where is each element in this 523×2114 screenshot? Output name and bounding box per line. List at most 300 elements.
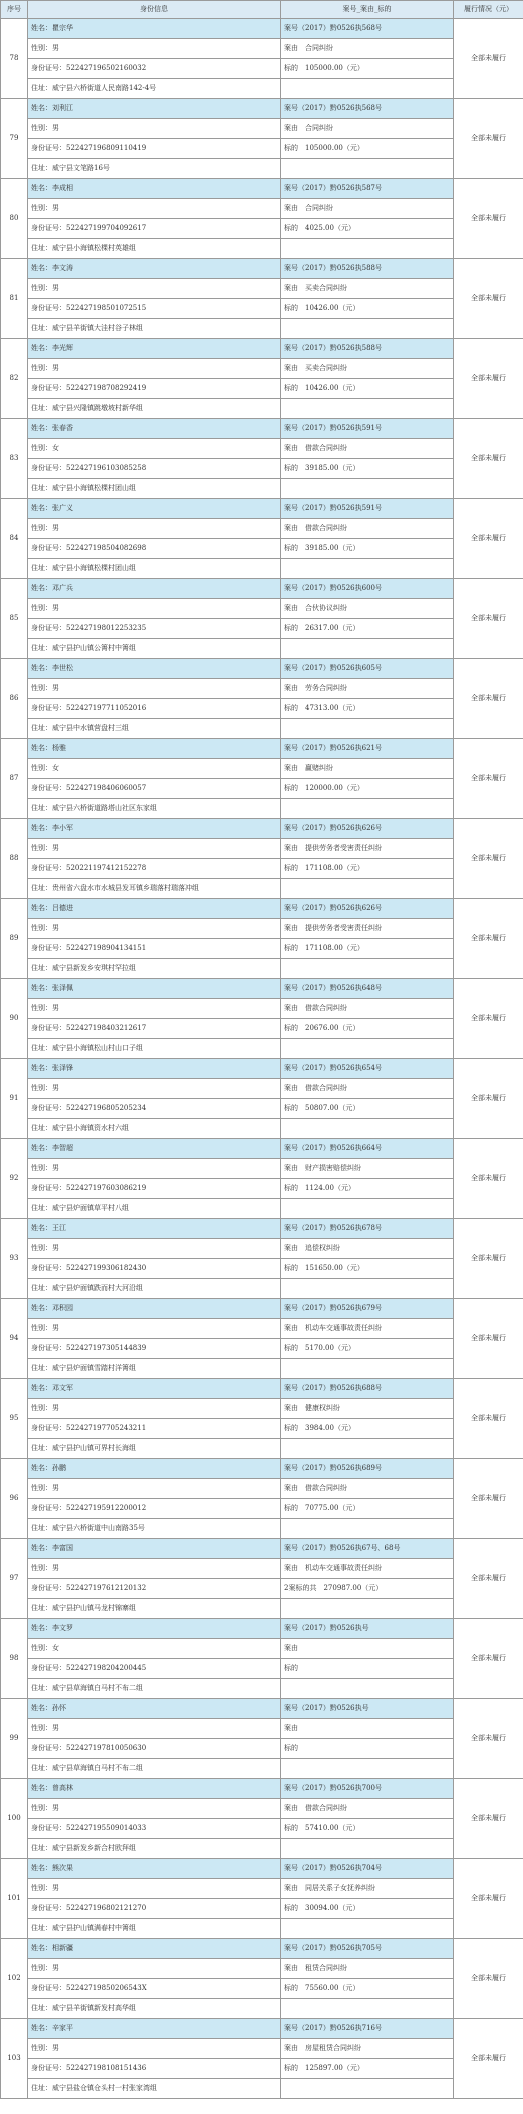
table-row	[1, 1419, 523, 1439]
case-amount: 标的 20676.00（元）	[281, 1019, 454, 1039]
performance-status: 全部未履行	[454, 579, 523, 659]
debtor-address: 住址：威宁县盐仓镇仓头村一村张家湾组	[28, 2079, 281, 2099]
table-row	[1, 799, 523, 819]
empty-cell	[281, 799, 454, 819]
table-row	[1, 519, 523, 539]
table-row	[1, 1039, 523, 1059]
table-row	[1, 1819, 523, 1839]
debtor-gender: 性别：男	[28, 839, 281, 859]
table-row	[1, 1379, 523, 1399]
case-cause: 案由 机动车交通事故责任纠纷	[281, 1559, 454, 1579]
case-number: 案号（2017）黔0526执号	[281, 1619, 454, 1639]
table-row	[1, 819, 523, 839]
debtor-gender: 性别：男	[28, 1959, 281, 1979]
debtor-gender: 性别：男	[28, 1799, 281, 1819]
record-number: 100	[1, 1779, 28, 1859]
table-row	[1, 919, 523, 939]
record-number: 92	[1, 1139, 28, 1219]
debtor-id-number: 身份证号：522427196802121270	[28, 1899, 281, 1919]
table-row	[1, 759, 523, 779]
table-row	[1, 139, 523, 159]
table-row	[1, 1019, 523, 1039]
debtor-id-number: 身份证号：522427195509014033	[28, 1819, 281, 1839]
table-body	[1, 19, 523, 2099]
debtor-gender: 性别：男	[28, 1079, 281, 1099]
table-row	[1, 39, 523, 59]
case-amount: 2案标的共 270987.00（元）	[281, 1579, 454, 1599]
debtor-address: 住址：威宁县羊街镇大洼村谷子林组	[28, 319, 281, 339]
case-cause: 案由 借款合同纠纷	[281, 1079, 454, 1099]
header-no: 序号	[1, 1, 28, 19]
debtor-gender: 性别：男	[28, 1239, 281, 1259]
table-row	[1, 1159, 523, 1179]
performance-status: 全部未履行	[454, 2019, 523, 2099]
case-amount: 标的 75560.00（元）	[281, 1979, 454, 1999]
table-row	[1, 319, 523, 339]
debtor-name: 姓名：辛家平	[28, 2019, 281, 2039]
case-cause: 案由 借款合同纠纷	[281, 1799, 454, 1819]
case-number: 案号（2017）黔0526执605号	[281, 659, 454, 679]
table-row	[1, 1859, 523, 1879]
table-row	[1, 299, 523, 319]
table-row	[1, 1579, 523, 1599]
case-amount: 标的 171108.00（元）	[281, 859, 454, 879]
performance-status: 全部未履行	[454, 1379, 523, 1459]
case-cause: 案由 追偿权纠纷	[281, 1239, 454, 1259]
debtor-address: 住址：威宁县羊街镇新发村高华组	[28, 1999, 281, 2019]
case-cause: 案由 机动车交通事故责任纠纷	[281, 1319, 454, 1339]
case-cause: 案由 同居关系子女抚养纠纷	[281, 1879, 454, 1899]
debtor-id-number: 身份证号：522427196809110419	[28, 139, 281, 159]
record-number: 80	[1, 179, 28, 259]
debtor-id-number: 身份证号：522427197305144839	[28, 1339, 281, 1359]
case-number: 案号（2017）黔0526执626号	[281, 819, 454, 839]
case-number: 案号（2017）黔0526执568号	[281, 19, 454, 39]
record-number: 102	[1, 1939, 28, 2019]
empty-cell	[281, 719, 454, 739]
empty-cell	[281, 399, 454, 419]
debtor-name: 姓名：李光辉	[28, 339, 281, 359]
table-row	[1, 1619, 523, 1639]
record-number: 78	[1, 19, 28, 99]
table-row	[1, 899, 523, 919]
performance-status: 全部未履行	[454, 819, 523, 899]
debtor-address: 住址：威宁县护山镇马龙村锦寨组	[28, 1599, 281, 1619]
debtor-gender: 性别：男	[28, 599, 281, 619]
empty-cell	[281, 879, 454, 899]
table-row	[1, 59, 523, 79]
debtor-name: 姓名：瞿宗华	[28, 19, 281, 39]
debtor-gender: 性别：男	[28, 1879, 281, 1899]
debtor-id-number: 身份证号：52242719850206543X	[28, 1979, 281, 1999]
debtor-id-number: 身份证号：522427199704092617	[28, 219, 281, 239]
empty-cell	[281, 1599, 454, 1619]
case-cause: 案由 买卖合同纠纷	[281, 359, 454, 379]
record-number: 98	[1, 1619, 28, 1699]
debtor-gender: 性别：男	[28, 2039, 281, 2059]
table-row	[1, 1799, 523, 1819]
performance-status: 全部未履行	[454, 1299, 523, 1379]
debtor-id-number: 身份证号：522427198904134151	[28, 939, 281, 959]
debtor-address: 住址：威宁县小海镇松山村山口子组	[28, 1039, 281, 1059]
debtor-address: 住址：威宁县小海镇松棵村英雄组	[28, 239, 281, 259]
case-amount: 标的 50807.00（元）	[281, 1099, 454, 1119]
table-row	[1, 879, 523, 899]
debtor-address: 住址：威宁县护山镇可界村长海组	[28, 1439, 281, 1459]
debtor-id-number: 身份证号：522427198204200445	[28, 1659, 281, 1679]
table-row	[1, 479, 523, 499]
table-row	[1, 1339, 523, 1359]
debtor-name: 姓名：王江	[28, 1219, 281, 1239]
table-row	[1, 459, 523, 479]
record-number: 88	[1, 819, 28, 899]
case-amount: 标的 10426.00（元）	[281, 379, 454, 399]
case-amount: 标的 171108.00（元）	[281, 939, 454, 959]
record-number: 91	[1, 1059, 28, 1139]
table-row	[1, 1979, 523, 1999]
performance-status: 全部未履行	[454, 1859, 523, 1939]
table-row	[1, 19, 523, 39]
table-row	[1, 379, 523, 399]
table-row	[1, 979, 523, 999]
table-row	[1, 1479, 523, 1499]
empty-cell	[281, 1679, 454, 1699]
case-cause: 案由 劳务合同纠纷	[281, 679, 454, 699]
table-row	[1, 419, 523, 439]
empty-cell	[281, 1839, 454, 1859]
debtor-gender: 性别：男	[28, 1719, 281, 1739]
record-number: 94	[1, 1299, 28, 1379]
table-row	[1, 559, 523, 579]
case-amount: 标的 120000.00（元）	[281, 779, 454, 799]
table-row	[1, 619, 523, 639]
table-row	[1, 1739, 523, 1759]
header-identity: 身份信息	[28, 1, 281, 19]
table-header-row	[1, 1, 523, 19]
performance-status: 全部未履行	[454, 1459, 523, 1539]
table-row	[1, 1259, 523, 1279]
debtor-address: 住址：威宁县小海镇资水村六组	[28, 1119, 281, 1139]
record-number: 87	[1, 739, 28, 819]
table-row	[1, 939, 523, 959]
performance-status: 全部未履行	[454, 179, 523, 259]
performance-status: 全部未履行	[454, 499, 523, 579]
debtor-id-number: 身份证号：522427197603086219	[28, 1179, 281, 1199]
table-row	[1, 1779, 523, 1799]
case-number: 案号（2017）黔0526执704号	[281, 1859, 454, 1879]
empty-cell	[281, 1359, 454, 1379]
case-cause: 案由 财产损害赔偿纠纷	[281, 1159, 454, 1179]
case-number: 案号（2017）黔0526执654号	[281, 1059, 454, 1079]
record-number: 101	[1, 1859, 28, 1939]
empty-cell	[281, 1039, 454, 1059]
empty-cell	[281, 1119, 454, 1139]
case-amount: 标的 4025.00（元）	[281, 219, 454, 239]
case-amount: 标的 105000.00（元）	[281, 139, 454, 159]
debtor-address: 住址：威宁县炉面镇跌而村大河沿组	[28, 1279, 281, 1299]
table-row	[1, 1699, 523, 1719]
debtor-id-number: 身份证号：522427198504082698	[28, 539, 281, 559]
case-cause: 案由	[281, 1639, 454, 1659]
debtor-id-number: 身份证号：522427196502160032	[28, 59, 281, 79]
empty-cell	[281, 1919, 454, 1939]
table-row	[1, 1439, 523, 1459]
debtor-name: 姓名：熊次果	[28, 1859, 281, 1879]
debtor-gender: 性别：男	[28, 199, 281, 219]
debtor-id-number: 身份证号：522427199306182430	[28, 1259, 281, 1279]
performance-status: 全部未履行	[454, 1219, 523, 1299]
debtor-address: 住址：威宁县小海镇松棵村团山组	[28, 559, 281, 579]
debtor-id-number: 身份证号：522427198708292419	[28, 379, 281, 399]
debtor-id-number: 身份证号：522427197711052016	[28, 699, 281, 719]
case-amount: 标的 10426.00（元）	[281, 299, 454, 319]
debtor-name: 姓名：张泽佩	[28, 979, 281, 999]
debtor-name: 姓名：张春香	[28, 419, 281, 439]
case-cause: 案由 借款合同纠纷	[281, 999, 454, 1019]
performance-status: 全部未履行	[454, 259, 523, 339]
performance-status: 全部未履行	[454, 979, 523, 1059]
table-row	[1, 1319, 523, 1339]
debtor-name: 姓名：李文罗	[28, 1619, 281, 1639]
case-amount: 标的 26317.00（元）	[281, 619, 454, 639]
header-case: 案号_案由_标的	[281, 1, 454, 19]
case-cause: 案由 合同纠纷	[281, 39, 454, 59]
case-amount: 标的 5170.00（元）	[281, 1339, 454, 1359]
debtor-gender: 性别：男	[28, 1559, 281, 1579]
record-number: 83	[1, 419, 28, 499]
table-row	[1, 679, 523, 699]
table-row	[1, 1959, 523, 1979]
case-amount: 标的 125897.00（元）	[281, 2059, 454, 2079]
table-row	[1, 719, 523, 739]
debtor-name: 姓名：曾高林	[28, 1779, 281, 1799]
performance-status: 全部未履行	[454, 739, 523, 819]
empty-cell	[281, 239, 454, 259]
performance-status: 全部未履行	[454, 99, 523, 179]
table-row	[1, 1939, 523, 1959]
debtor-id-number: 身份证号：520221197412152278	[28, 859, 281, 879]
record-number: 84	[1, 499, 28, 579]
debtor-address: 住址：威宁县中水镇营盘村三组	[28, 719, 281, 739]
case-cause: 案由 赢赌纠纷	[281, 759, 454, 779]
debtor-address: 住址：贵州省六盘水市水城县发耳镇乡瑞落村瑞落冲组	[28, 879, 281, 899]
empty-cell	[281, 79, 454, 99]
debtor-name: 姓名：张广义	[28, 499, 281, 519]
debtor-name: 姓名：李文涛	[28, 259, 281, 279]
debtor-id-number: 身份证号：522427195912200012	[28, 1499, 281, 1519]
case-number: 案号（2017）黔0526执705号	[281, 1939, 454, 1959]
case-cause: 案由 借款合同纠纷	[281, 519, 454, 539]
table-row	[1, 439, 523, 459]
debtor-name: 姓名：李小军	[28, 819, 281, 839]
table-row	[1, 779, 523, 799]
debtor-id-number: 身份证号：522427198108151436	[28, 2059, 281, 2079]
table-row	[1, 1219, 523, 1239]
table-row	[1, 259, 523, 279]
debtor-address: 住址：威宁县新发乡安琪村罕拉组	[28, 959, 281, 979]
case-amount: 标的 57410.00（元）	[281, 1819, 454, 1839]
debtor-gender: 性别：女	[28, 759, 281, 779]
case-amount: 标的	[281, 1739, 454, 1759]
record-number: 82	[1, 339, 28, 419]
table-row	[1, 539, 523, 559]
table-row	[1, 959, 523, 979]
performance-status: 全部未履行	[454, 1779, 523, 1859]
case-cause: 案由	[281, 1719, 454, 1739]
table-row	[1, 179, 523, 199]
debtor-name: 姓名：邓文军	[28, 1379, 281, 1399]
table-row	[1, 1099, 523, 1119]
debtor-name: 姓名：李世松	[28, 659, 281, 679]
case-cause: 案由 房屋租赁合同纠纷	[281, 2039, 454, 2059]
table-row	[1, 859, 523, 879]
case-number: 案号（2017）黔0526执678号	[281, 1219, 454, 1239]
record-number: 85	[1, 579, 28, 659]
debtor-gender: 性别：男	[28, 1399, 281, 1419]
table-row	[1, 239, 523, 259]
header-status: 履行情况（元）	[454, 1, 523, 19]
case-number: 案号（2017）黔0526执591号	[281, 499, 454, 519]
record-number: 86	[1, 659, 28, 739]
debtor-gender: 性别：女	[28, 439, 281, 459]
performance-status: 全部未履行	[454, 659, 523, 739]
table-row	[1, 739, 523, 759]
table-row	[1, 1719, 523, 1739]
debtor-gender: 性别：男	[28, 1479, 281, 1499]
debtor-gender: 性别：男	[28, 1159, 281, 1179]
record-number: 79	[1, 99, 28, 179]
empty-cell	[281, 1759, 454, 1779]
empty-cell	[281, 2079, 454, 2099]
table-row	[1, 1839, 523, 1859]
performance-status: 全部未履行	[454, 339, 523, 419]
table-row	[1, 1279, 523, 1299]
case-number: 案号（2017）黔0526执588号	[281, 259, 454, 279]
debtor-id-number: 身份证号：522427196805205234	[28, 1099, 281, 1119]
debtor-gender: 性别：男	[28, 519, 281, 539]
debtor-id-number: 身份证号：522427198406060057	[28, 779, 281, 799]
debtor-id-number: 身份证号：522427197810050630	[28, 1739, 281, 1759]
table-row	[1, 2019, 523, 2039]
performance-status: 全部未履行	[454, 1699, 523, 1779]
debtor-gender: 性别：女	[28, 1639, 281, 1659]
debtor-gender: 性别：男	[28, 279, 281, 299]
debtor-id-number: 身份证号：522427197705243211	[28, 1419, 281, 1439]
table-row	[1, 339, 523, 359]
debtor-name: 姓名：李成相	[28, 179, 281, 199]
case-amount: 标的 30094.00（元）	[281, 1899, 454, 1919]
empty-cell	[281, 1439, 454, 1459]
table-row	[1, 99, 523, 119]
table-row	[1, 639, 523, 659]
case-cause: 案由 买卖合同纠纷	[281, 279, 454, 299]
case-number: 案号（2017）黔0526执648号	[281, 979, 454, 999]
table-row	[1, 499, 523, 519]
case-number: 案号（2017）黔0526执626号	[281, 899, 454, 919]
case-cause: 案由 借款合同纠纷	[281, 439, 454, 459]
empty-cell	[281, 959, 454, 979]
performance-status: 全部未履行	[454, 1059, 523, 1139]
debtor-id-number: 身份证号：522427198501072515	[28, 299, 281, 319]
record-number: 89	[1, 899, 28, 979]
case-cause: 案由 合同纠纷	[281, 119, 454, 139]
record-number: 90	[1, 979, 28, 1059]
case-cause: 案由 租赁合同纠纷	[281, 1959, 454, 1979]
debtor-gender: 性别：男	[28, 39, 281, 59]
table-row	[1, 159, 523, 179]
table-row	[1, 1079, 523, 1099]
empty-cell	[281, 159, 454, 179]
debtor-name: 姓名：孙鹏	[28, 1459, 281, 1479]
table-row	[1, 1179, 523, 1199]
case-cause: 案由 合同纠纷	[281, 199, 454, 219]
record-number: 93	[1, 1219, 28, 1299]
case-amount: 标的	[281, 1659, 454, 1679]
record-number: 96	[1, 1459, 28, 1539]
debtor-address: 住址：威宁县护山镇公箐村中箐组	[28, 639, 281, 659]
debtor-address: 住址：威宁县草海镇白马村不布二组	[28, 1759, 281, 1779]
table-row	[1, 1559, 523, 1579]
case-cause: 案由 提供劳务者受害责任纠纷	[281, 839, 454, 859]
debtor-name: 姓名：相新疆	[28, 1939, 281, 1959]
case-cause: 案由 借款合同纠纷	[281, 1479, 454, 1499]
case-number: 案号（2017）黔0526执664号	[281, 1139, 454, 1159]
debtor-gender: 性别：男	[28, 359, 281, 379]
case-amount: 标的 105000.00（元）	[281, 59, 454, 79]
table-row	[1, 1399, 523, 1419]
case-number: 案号（2017）黔0526执号	[281, 1699, 454, 1719]
table-row	[1, 219, 523, 239]
table-row	[1, 359, 523, 379]
case-amount: 标的 39185.00（元）	[281, 459, 454, 479]
table-row	[1, 1519, 523, 1539]
debtor-name: 姓名：李富国	[28, 1539, 281, 1559]
case-number: 案号（2017）黔0526执588号	[281, 339, 454, 359]
case-number: 案号（2017）黔0526执700号	[281, 1779, 454, 1799]
debtor-address: 住址：威宁县六桥街道人民南路142-4号	[28, 79, 281, 99]
debtor-name: 姓名：邓广兵	[28, 579, 281, 599]
case-cause: 案由 合伙协议纠纷	[281, 599, 454, 619]
debtor-gender: 性别：男	[28, 919, 281, 939]
debtor-id-number: 身份证号：522427196103085258	[28, 459, 281, 479]
case-number: 案号（2017）黔0526执591号	[281, 419, 454, 439]
debtor-name: 姓名：张泽锋	[28, 1059, 281, 1079]
empty-cell	[281, 319, 454, 339]
case-amount: 标的 70775.00（元）	[281, 1499, 454, 1519]
record-number: 81	[1, 259, 28, 339]
record-number: 95	[1, 1379, 28, 1459]
table-row	[1, 1139, 523, 1159]
case-number: 案号（2017）黔0526执621号	[281, 739, 454, 759]
case-cause: 案由 提供劳务者受害责任纠纷	[281, 919, 454, 939]
debtor-name: 姓名：邓积园	[28, 1299, 281, 1319]
record-number: 99	[1, 1699, 28, 1779]
table-row	[1, 1599, 523, 1619]
table-row	[1, 1919, 523, 1939]
debtor-address: 住址：威宁县六桥街道路塔山社区东家组	[28, 799, 281, 819]
case-number: 案号（2017）黔0526执587号	[281, 179, 454, 199]
case-number: 案号（2017）黔0526执688号	[281, 1379, 454, 1399]
debtor-address: 住址：威宁县炉面镇草平村八组	[28, 1199, 281, 1219]
debtor-gender: 性别：男	[28, 999, 281, 1019]
table-row	[1, 119, 523, 139]
table-row	[1, 1459, 523, 1479]
record-number: 97	[1, 1539, 28, 1619]
debtor-address: 住址：威宁县六桥街道中山南路35号	[28, 1519, 281, 1539]
case-number: 案号（2017）黔0526执600号	[281, 579, 454, 599]
empty-cell	[281, 479, 454, 499]
performance-status: 全部未履行	[454, 899, 523, 979]
